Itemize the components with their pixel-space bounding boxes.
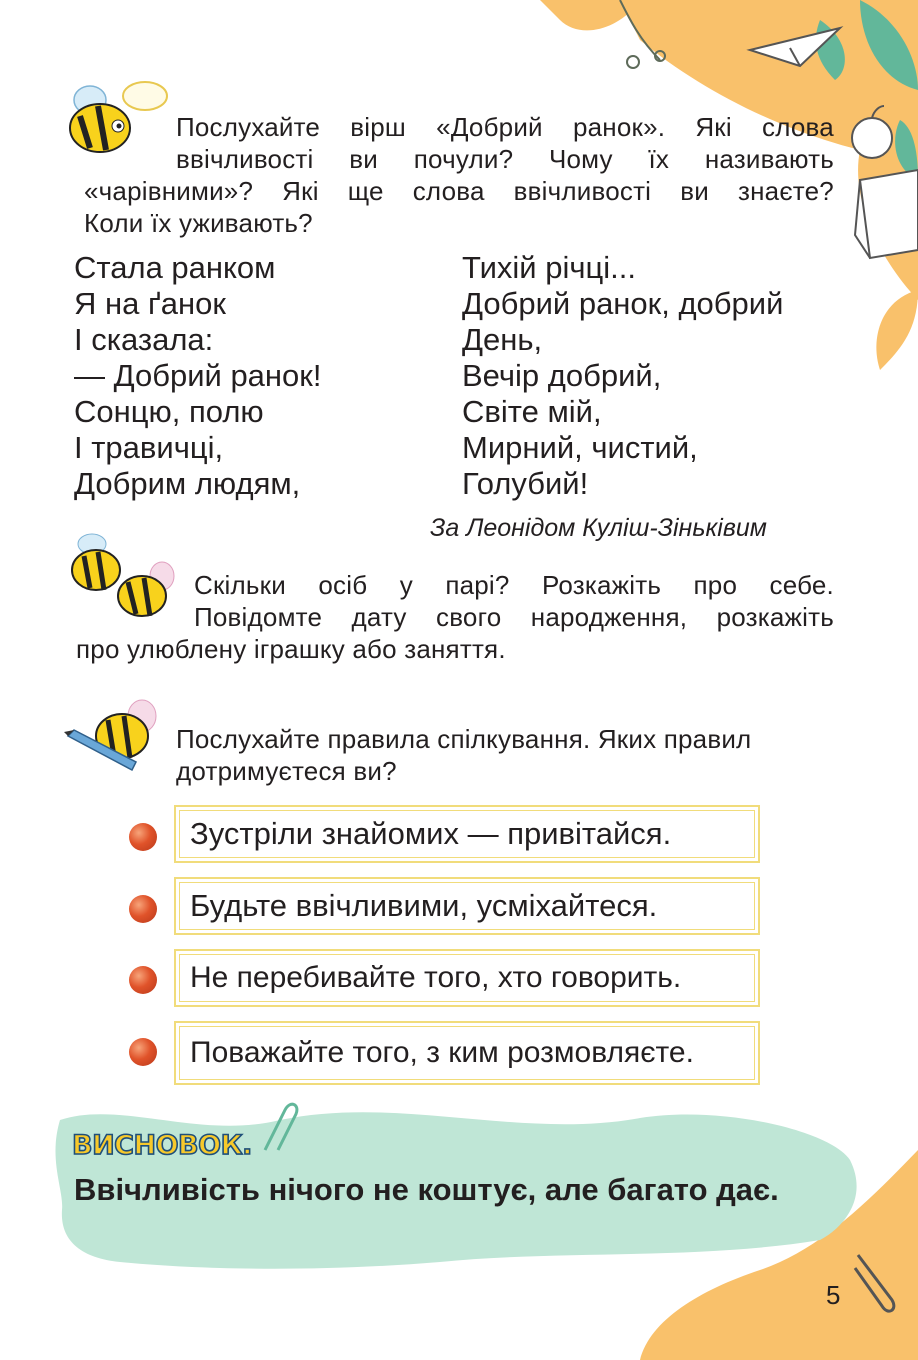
task1-line-2 [176, 143, 834, 175]
poem-line: І травичці, [74, 430, 224, 465]
poem-line: Я на ґанок [74, 286, 226, 321]
rule-text: Поважайте того, з ким розмовляєте. [190, 1036, 694, 1069]
word: Скільки [194, 570, 286, 600]
word: ввічливості [176, 144, 314, 174]
poem-line: Мирний, чистий, [462, 430, 698, 465]
word: розкажіть [716, 602, 834, 632]
task1-line-4: Коли їх уживають? [84, 208, 313, 238]
word: «чарівними»? [84, 176, 254, 206]
word: свого [436, 602, 502, 632]
poem-line: Добрим людям, [74, 466, 301, 501]
word: дату [351, 602, 407, 632]
word: себе. [769, 570, 834, 600]
poem-left-column [74, 250, 321, 502]
conclusion-text: Ввічливість нічого не коштує, але багато дає. [74, 1172, 779, 1207]
poem-line: Вечір добрий, [462, 358, 662, 393]
rule-text: Не перебивайте того, хто говорить. [190, 961, 682, 994]
word: ввічливості [513, 176, 652, 206]
rule-text: Будьте ввічливими, усміхайтеся. [190, 888, 658, 923]
task1-line-3 [84, 175, 834, 207]
word: Послухайте [176, 112, 321, 142]
task2-line-3: про улюблену іграшку або заняття. [76, 634, 506, 664]
word: Які [695, 112, 732, 142]
word: ще [347, 176, 384, 206]
word: «Добрий [436, 112, 543, 142]
poem-right-column [462, 250, 783, 502]
poem-line: — Добрий ранок! [74, 358, 322, 393]
page-number: 5 [826, 1280, 841, 1310]
word: ранок». [572, 112, 666, 142]
rule-text: Зустріли знайомих — привітайся. [190, 816, 672, 851]
poem-line: Голубий! [462, 466, 589, 501]
rule-bullet [129, 966, 157, 994]
conclusion-label: ВИСНОВОК. [72, 1130, 252, 1161]
bee-pencil-icon [62, 696, 162, 776]
rule-box [174, 949, 760, 1007]
word: ви [680, 176, 709, 206]
poem-line: День, [462, 322, 543, 357]
rule-box [174, 805, 760, 863]
task2-line-1 [194, 569, 834, 601]
poem-line: Тихій річці... [462, 250, 636, 285]
word: Чому [548, 144, 613, 174]
task1-text [84, 111, 834, 239]
word: про [693, 570, 738, 600]
word: Повідомте [194, 602, 323, 632]
word: вірш [350, 112, 406, 142]
word: осіб [318, 570, 368, 600]
poem-line: Світе мій, [462, 394, 602, 429]
poem-author: За Леонідом Куліш-Зіньківим [430, 514, 767, 542]
task3-text [176, 723, 836, 787]
word: знаєте? [737, 176, 834, 206]
word: Які [282, 176, 319, 206]
word: слова [762, 112, 834, 142]
word: парі? [445, 570, 510, 600]
word: слова [412, 176, 485, 206]
rule-box [174, 877, 760, 935]
rule-bullet [129, 895, 157, 923]
rule-bullet [129, 1038, 157, 1066]
word: у [399, 570, 413, 600]
task2-line-2 [194, 601, 834, 633]
rule-bullet [129, 823, 157, 851]
word: їх [648, 144, 670, 174]
task3-line-1: Послухайте правила спілкування. Яких правил [176, 724, 752, 754]
task1-line-1 [176, 111, 834, 143]
word: Розкажіть [541, 570, 662, 600]
poem-line: Добрий ранок, добрий [462, 286, 784, 321]
word: почули? [413, 144, 514, 174]
poem-line: Стала ранком [74, 250, 276, 285]
rule-box [174, 1021, 760, 1085]
word: називають [704, 144, 834, 174]
word: народження, [530, 602, 688, 632]
task2-text [76, 569, 834, 665]
word: ви [349, 144, 378, 174]
poem-line: І сказала: [74, 322, 214, 357]
poem-line: Сонцю, полю [74, 394, 264, 429]
task3-line-2: дотримуєтеся ви? [176, 756, 397, 786]
